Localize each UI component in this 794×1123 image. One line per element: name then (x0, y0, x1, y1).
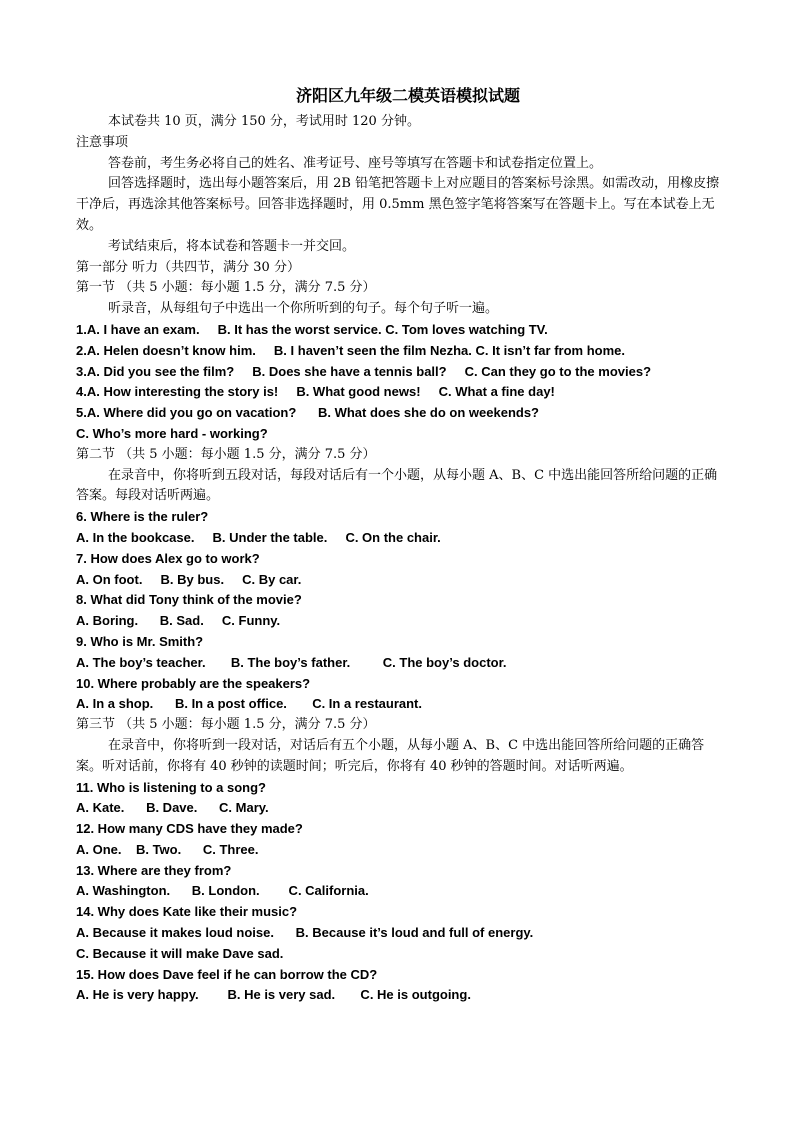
question-11: 11. Who is listening to a song? (76, 779, 266, 795)
question-8: 8. What did Tony think of the movie? (76, 592, 302, 608)
section3-instruction: 在录音中，你将听到一段对话，对话后有五个小题，从每小题 A、B、C 中选出能回答所给问题的正确答案。听对话前，你将有 40 秒钟的读题时间；听完后，你将有 40 秒钟的答题时间。对话听两遍。 (76, 737, 705, 774)
notice-item-1: 答卷前，考生务必将自己的姓名、准考证号、座号等填写在答题卡和试卷指定位置上。 (108, 155, 603, 171)
question-12-options: A. One. B. Two. C. Three. (76, 841, 259, 857)
question-15: 15. How does Dave feel if he can borrow the CD? (76, 966, 378, 982)
question-14-options: A. Because it makes loud noise. B. Because it’s loud and full of energy. (76, 925, 534, 941)
section2-instruction: 在录音中，你将听到五段对话，每段对话后有一个小题，从每小题 A、B、C 中选出能回答所给问题的正确答案。每段对话听两遍。 (76, 467, 718, 504)
section1-heading: 第一节 （共 5 小题：每小题 1.5 分，满分 7.5 分） (76, 280, 376, 296)
question-3: 3.A. Did you see the film? B. Does she have a tennis ball? C. Can they go to the movies? (76, 363, 652, 379)
question-15-options: A. He is very happy. B. He is very sad. C. He is outgoing. (76, 987, 471, 1003)
notice-heading: 注意事项 (76, 134, 129, 150)
section3-heading: 第三节 （共 5 小题：每小题 1.5 分，满分 7.5 分） (76, 717, 376, 733)
exam-info: 本试卷共 10 页，满分 150 分，考试用时 120 分钟。 (108, 114, 420, 129)
question-14: 14. Why does Kate like their music? (76, 904, 298, 920)
question-13-options: A. Washington. B. London. C. California. (76, 883, 369, 899)
question-8-options: A. Boring. B. Sad. C. Funny. (76, 613, 281, 629)
question-6: 6. Where is the ruler? (76, 509, 209, 525)
question-1: 1.A. I have an exam. B. It has the worst service. C. Tom loves watching TV. (76, 321, 548, 337)
question-5-option-c: C. Who’s more hard - working? (76, 425, 268, 441)
question-4: 4.A. How interesting the story is! B. What good news! C. What a fine day! (76, 384, 555, 400)
question-9-options: A. The boy’s teacher. B. The boy’s father. C. The boy’s doctor. (76, 654, 507, 670)
notice-item-3: 考试结束后，将本试卷和答题卡一并交回。 (108, 238, 356, 254)
question-13: 13. Where are they from? (76, 862, 232, 878)
question-10: 10. Where probably are the speakers? (76, 675, 311, 691)
part1-heading: 第一部分 听力（共四节，满分 30 分） (76, 259, 300, 275)
question-10-options: A. In a shop. B. In a post office. C. In a restaurant. (76, 696, 422, 712)
question-7-options: A. On foot. B. By bus. C. By car. (76, 571, 302, 587)
exam-page (76, 80, 726, 1006)
section1-instruction: 听录音，从每组句子中选出一个你所听到的句子。每个句子听一遍。 (108, 301, 499, 317)
question-14-option-c: C. Because it will make Dave sad. (76, 945, 284, 961)
question-2: 2.A. Helen doesn’t know him. B. I haven’t seen the film Nezha. C. It isn’t far from home. (76, 342, 625, 358)
question-12: 12. How many CDS have they made? (76, 821, 303, 837)
question-6-options: A. In the bookcase. B. Under the table. C. On the chair. (76, 529, 441, 545)
question-11-options: A. Kate. B. Dave. C. Mary. (76, 800, 269, 816)
question-5: 5.A. Where did you go on vacation? B. What does she do on weekends? (76, 405, 539, 421)
notice-item-2: 回答选择题时，选出每小题答案后，用 2B 铅笔把答题卡上对应题目的答案标号涂黑。如需改动，用橡皮擦干净后，再选涂其他答案标号。回答非选择题时，用 0.5mm 黑色签字笔将答案写在答题卡上。写在本试卷上无效。 (76, 176, 720, 233)
question-9: 9. Who is Mr. Smith? (76, 633, 204, 649)
question-7: 7. How does Alex go to work? (76, 550, 260, 566)
section2-heading: 第二节 （共 5 小题：每小题 1.5 分，满分 7.5 分） (76, 446, 376, 462)
page-title: 济阳区九年级二模英语模拟试题 (295, 86, 520, 105)
